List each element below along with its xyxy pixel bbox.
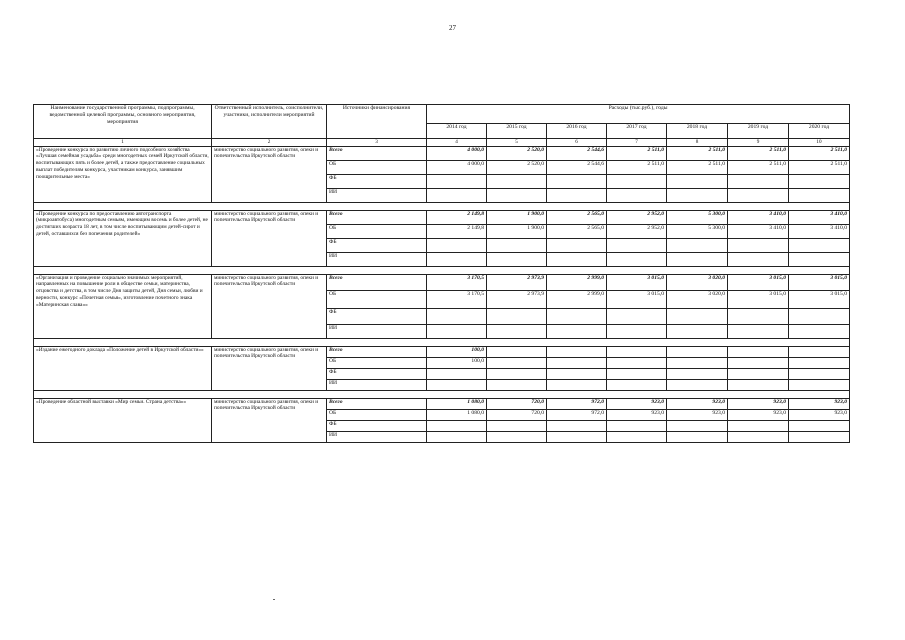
expense-value <box>728 368 789 379</box>
activity-name: «Проведение конкурса по предоставлению автотранспорта (микроавтобуса) многодетным семьям, имеющим восемь и более детей, не достигших возраста 18 лет, в том числе воспитывающим детей-сирот и детей, оставшихся без попечения родителей» <box>34 210 212 266</box>
budget-table <box>33 104 850 443</box>
expense-value: 2 973,9 <box>487 274 547 290</box>
expense-value <box>789 368 850 379</box>
expense-value <box>667 357 728 368</box>
header-year: 2015 год <box>487 124 547 139</box>
expense-value <box>547 188 607 202</box>
expense-value <box>487 368 547 379</box>
column-number: 5 <box>487 139 547 147</box>
activity-name: «Проведение конкурса по развитию личного подсобного хозяйства «Лучшая семейная усадьба» среди многодетных семей Иркутской области, воспитывающих пять и более детей, а также предоставление социальных выплат победителям конкурса, участникам конкурса, занявшим поощрительные места» <box>34 146 212 202</box>
column-number: 1 <box>34 139 212 147</box>
expense-value <box>728 252 789 266</box>
expense-value: 3 015,0 <box>728 290 789 308</box>
expense-value <box>789 431 850 442</box>
expense-value <box>667 379 728 390</box>
funding-source: Всего <box>327 146 427 160</box>
block-separator <box>34 390 850 398</box>
expense-value <box>789 188 850 202</box>
expense-value: 2 520,0 <box>487 146 547 160</box>
table-row <box>34 210 850 224</box>
expense-value <box>547 368 607 379</box>
expense-value <box>547 357 607 368</box>
header-executor: Ответственный исполнитель, соисполнители, участники, исполнители мероприятий <box>212 105 327 139</box>
expense-value: 2 511,0 <box>667 160 728 174</box>
expense-value: 2 511,0 <box>789 160 850 174</box>
expense-value <box>728 357 789 368</box>
expense-value: 923,0 <box>728 398 789 409</box>
page-number: 27 <box>449 24 456 32</box>
expense-value: 2 544,6 <box>547 160 607 174</box>
funding-source: Всего <box>327 210 427 224</box>
expense-value <box>667 174 728 188</box>
expense-value: 972,0 <box>547 409 607 420</box>
expense-value <box>607 324 667 338</box>
expense-value <box>728 420 789 431</box>
funding-source: ИИ <box>327 379 427 390</box>
expense-value <box>607 379 667 390</box>
expense-value <box>789 379 850 390</box>
expense-value <box>547 238 607 252</box>
expense-value <box>547 324 607 338</box>
expense-value <box>427 368 487 379</box>
header-year: 2014 год <box>427 124 487 139</box>
expense-value <box>547 379 607 390</box>
expense-value <box>789 252 850 266</box>
expense-value <box>728 324 789 338</box>
expense-value: 720,0 <box>487 398 547 409</box>
expense-value: 100,0 <box>427 346 487 357</box>
expense-value: 2 511,0 <box>607 160 667 174</box>
expense-value <box>487 357 547 368</box>
expense-value <box>427 420 487 431</box>
expense-value <box>607 346 667 357</box>
expense-value: 3 020,0 <box>667 274 728 290</box>
expense-value <box>607 431 667 442</box>
expense-value: 923,0 <box>728 409 789 420</box>
activity-executor: министерство социального развития, опеки и попечительства Иркутской области <box>212 398 327 442</box>
expense-value: 1 900,0 <box>487 210 547 224</box>
expense-value <box>607 188 667 202</box>
expense-value <box>728 188 789 202</box>
expense-value: 923,0 <box>667 409 728 420</box>
expense-value <box>667 420 728 431</box>
column-number: 4 <box>427 139 487 147</box>
expense-value <box>728 379 789 390</box>
expense-value <box>607 420 667 431</box>
block-separator <box>34 338 850 346</box>
table-body <box>34 146 850 442</box>
expense-value <box>547 420 607 431</box>
expense-value <box>728 238 789 252</box>
column-number: 6 <box>547 139 607 147</box>
expense-value: 3 410,0 <box>728 210 789 224</box>
expense-value <box>667 252 728 266</box>
column-numbers-row <box>34 139 850 147</box>
column-number: 10 <box>789 139 850 147</box>
expense-value <box>607 357 667 368</box>
expense-value: 720,0 <box>487 409 547 420</box>
funding-source: ФБ <box>327 368 427 379</box>
expense-value: 2 520,0 <box>487 160 547 174</box>
expense-value: 2 565,0 <box>547 210 607 224</box>
expense-value <box>427 188 487 202</box>
expense-value: 923,0 <box>607 398 667 409</box>
expense-value <box>547 346 607 357</box>
expense-value: 2 952,0 <box>607 210 667 224</box>
expense-value <box>728 308 789 324</box>
expense-value <box>667 368 728 379</box>
funding-source: ФБ <box>327 308 427 324</box>
expense-value <box>547 252 607 266</box>
separator-cell <box>34 390 850 398</box>
expense-value <box>789 308 850 324</box>
expense-value <box>427 379 487 390</box>
expense-value <box>427 174 487 188</box>
expense-value <box>487 174 547 188</box>
expense-value: 5 300,0 <box>667 210 728 224</box>
expense-value <box>667 346 728 357</box>
expense-value: 3 015,0 <box>728 274 789 290</box>
expense-value <box>789 238 850 252</box>
expense-value: 3 410,0 <box>728 224 789 238</box>
expense-value: 2 511,0 <box>789 146 850 160</box>
expense-value <box>487 379 547 390</box>
expense-value: 2 511,0 <box>607 146 667 160</box>
expense-value: 2 511,0 <box>667 146 728 160</box>
expense-value: 4 000,0 <box>427 146 487 160</box>
expense-value: 2 973,9 <box>487 290 547 308</box>
expense-value <box>667 238 728 252</box>
funding-source: ИИ <box>327 252 427 266</box>
activity-name: «Издание ежегодного доклада «Положение детей в Иркутской области»» <box>34 346 212 390</box>
funding-source: ИИ <box>327 324 427 338</box>
expense-value: 923,0 <box>789 409 850 420</box>
expense-value <box>667 188 728 202</box>
expense-value: 923,0 <box>789 398 850 409</box>
activity-executor: министерство социального развития, опеки и попечительства Иркутской области <box>212 346 327 390</box>
funding-source: ФБ <box>327 174 427 188</box>
expense-value <box>607 252 667 266</box>
expense-value: 3 020,0 <box>667 290 728 308</box>
expense-value: 1 080,0 <box>427 398 487 409</box>
activity-executor: министерство социального развития, опеки и попечительства Иркутской области <box>212 210 327 266</box>
activity-name: «Проведение областной выставки «Мир семьи. Страна детства»» <box>34 398 212 442</box>
expense-value <box>427 238 487 252</box>
header-year: 2016 год <box>547 124 607 139</box>
expense-value <box>728 174 789 188</box>
expense-value: 4 000,0 <box>427 160 487 174</box>
header-year: 2020 год <box>789 124 850 139</box>
expense-value <box>789 174 850 188</box>
activity-executor: министерство социального развития, опеки и попечительства Иркутской области <box>212 274 327 338</box>
expense-value: 923,0 <box>607 409 667 420</box>
expense-value: 1 080,0 <box>427 409 487 420</box>
expense-value <box>667 431 728 442</box>
expense-value: 972,0 <box>547 398 607 409</box>
separator-cell <box>34 266 850 274</box>
column-number: 2 <box>212 139 327 147</box>
expense-value <box>487 252 547 266</box>
expense-value <box>667 308 728 324</box>
column-number: 8 <box>667 139 728 147</box>
funding-source: Всего <box>327 346 427 357</box>
expense-value: 3 410,0 <box>789 224 850 238</box>
header-year: 2018 год <box>667 124 728 139</box>
expense-value <box>487 431 547 442</box>
expense-value <box>607 308 667 324</box>
expense-value <box>487 188 547 202</box>
funding-source: ИИ <box>327 431 427 442</box>
expense-value: 3 170,5 <box>427 274 487 290</box>
funding-source: ОБ <box>327 290 427 308</box>
table-row <box>34 146 850 160</box>
funding-source: ИИ <box>327 188 427 202</box>
expense-value <box>427 324 487 338</box>
column-number: 7 <box>607 139 667 147</box>
expense-value: 2 511,0 <box>728 146 789 160</box>
block-separator <box>34 202 850 210</box>
activity-name: «Организация и проведение социально значимых мероприятий, направленных на повышение роли в обществе семьи, материнства, отцовства и детства, в том числе Дня защиты детей, Дня семьи, любви и верности, конкурс «Почетная семья», изготовление почетного знака «Материнская слава»» <box>34 274 212 338</box>
header-expenses: Расходы (тыс.руб.), годы <box>427 105 850 124</box>
expense-value <box>607 238 667 252</box>
expense-value <box>789 357 850 368</box>
expense-value: 2 999,0 <box>547 274 607 290</box>
expense-value: 3 015,0 <box>789 274 850 290</box>
expense-value <box>487 238 547 252</box>
separator-cell <box>34 202 850 210</box>
expense-value: 2 149,8 <box>427 224 487 238</box>
expense-value <box>728 431 789 442</box>
expense-value: 100,0 <box>427 357 487 368</box>
expense-value: 5 300,0 <box>667 224 728 238</box>
expense-value <box>487 308 547 324</box>
expense-value <box>547 431 607 442</box>
separator-cell <box>34 338 850 346</box>
funding-source: ОБ <box>327 224 427 238</box>
scan-mark <box>273 599 275 600</box>
block-separator <box>34 266 850 274</box>
expense-value: 3 015,0 <box>607 274 667 290</box>
expense-value: 2 952,0 <box>607 224 667 238</box>
expense-value: 3 015,0 <box>789 290 850 308</box>
expense-value: 3 170,5 <box>427 290 487 308</box>
expense-value: 923,0 <box>667 398 728 409</box>
expense-value: 3 410,0 <box>789 210 850 224</box>
expense-value: 2 999,0 <box>547 290 607 308</box>
expense-value <box>427 252 487 266</box>
funding-source: ОБ <box>327 160 427 174</box>
table-row <box>34 274 850 290</box>
expense-value <box>789 420 850 431</box>
activity-executor: министерство социального развития, опеки и попечительства Иркутской области <box>212 146 327 202</box>
funding-source: ОБ <box>327 357 427 368</box>
expense-value <box>607 174 667 188</box>
table-row <box>34 398 850 409</box>
expense-value <box>487 324 547 338</box>
expense-value <box>789 324 850 338</box>
expense-value: 2 565,0 <box>547 224 607 238</box>
expense-value: 2 544,6 <box>547 146 607 160</box>
expense-value <box>789 346 850 357</box>
expense-value: 2 511,0 <box>728 160 789 174</box>
expense-value <box>487 346 547 357</box>
header-year: 2019 год <box>728 124 789 139</box>
expense-value: 2 149,8 <box>427 210 487 224</box>
column-number: 3 <box>327 139 427 147</box>
funding-source: ФБ <box>327 238 427 252</box>
expense-value <box>607 368 667 379</box>
expense-value <box>427 308 487 324</box>
header-source: Источники финансирования <box>327 105 427 139</box>
table-row <box>34 346 850 357</box>
header-year: 2017 год <box>607 124 667 139</box>
funding-source: Всего <box>327 398 427 409</box>
funding-source: ФБ <box>327 420 427 431</box>
expense-value: 3 015,0 <box>607 290 667 308</box>
expense-value <box>728 346 789 357</box>
expense-value <box>487 420 547 431</box>
funding-source: ОБ <box>327 409 427 420</box>
expense-value <box>667 324 728 338</box>
expense-value <box>427 431 487 442</box>
expense-value: 1 900,0 <box>487 224 547 238</box>
expense-value <box>547 308 607 324</box>
expense-value <box>547 174 607 188</box>
column-number: 9 <box>728 139 789 147</box>
header-name: Наименование государственной программы, подпрограммы, ведомственной целевой программы, основного мероприятия, мероприятия <box>34 105 212 139</box>
funding-source: Всего <box>327 274 427 290</box>
